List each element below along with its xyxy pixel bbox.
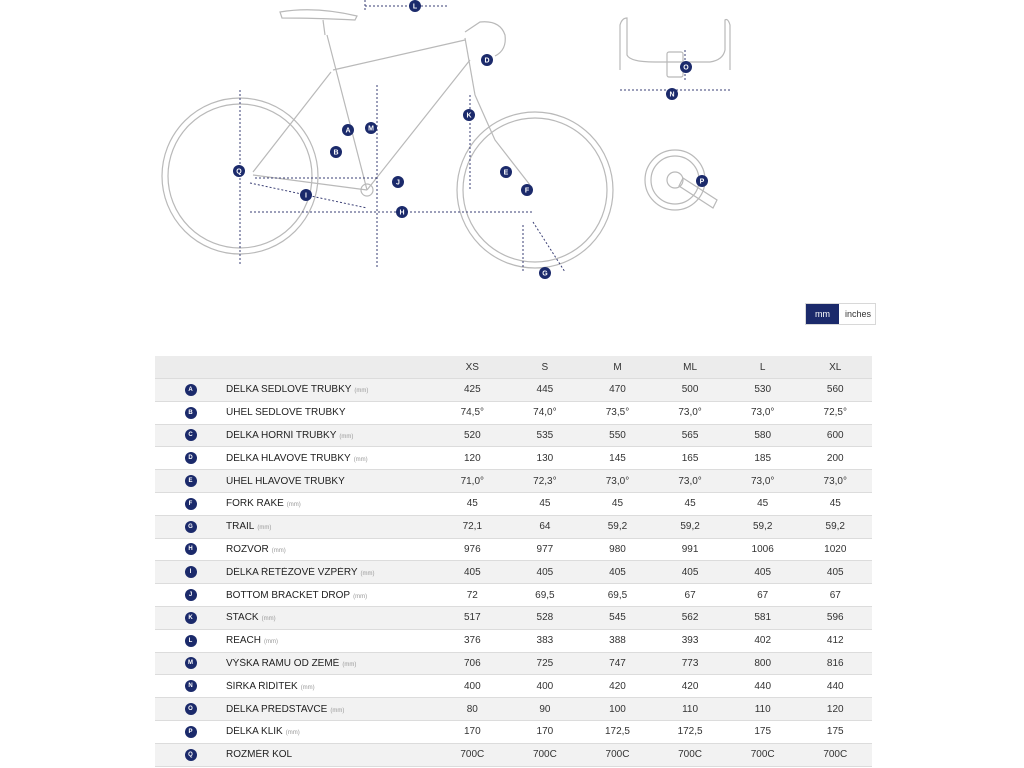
size-header-ml: ML [683,361,698,373]
size-header-m: M [613,361,622,373]
row-measurement-name [226,658,436,669]
badge-e [500,166,512,178]
row-value-cell: 67 [829,589,841,601]
row-value-cell: 59,2 [680,521,700,533]
row-value-cell: 73,0° [678,475,702,487]
row-unit-text: (mm) [360,570,375,577]
unit-toggle[interactable] [805,303,876,325]
row-badge-cell [155,384,226,396]
row-value-cell: 69,5 [607,589,628,601]
row-unit-text: (mm) [342,661,357,668]
row-value-cell: 69,5 [535,589,555,601]
row-unit-text: (mm) [271,547,286,554]
row-value-cell: 402 [754,635,772,647]
badge-p [696,175,708,187]
svg-text:B: B [333,149,339,157]
row-name-text: DÉLKA ŘETĚZOVÉ VZPĚRY [226,566,358,578]
row-value-cell: 59,2 [607,521,628,533]
row-value-cell: 700C [750,749,775,761]
row-unit-text: (mm) [300,684,315,691]
top-tube [333,40,465,70]
table-row [155,721,872,744]
row-value-cell: 747 [609,657,626,669]
row-value-cell: 565 [681,429,699,441]
front-wheel-inner [463,118,607,262]
row-value-cell: 74,5° [460,407,485,419]
row-value-cell: 64 [539,521,551,533]
row-value-cell: 45 [611,498,624,510]
svg-text:O: O [683,64,689,72]
row-badge-cell [155,521,226,533]
table-row [155,539,872,562]
row-unit-text: (mm) [286,502,301,509]
badge-a [342,124,354,136]
row-value-cell: 45 [684,498,696,510]
row-value-cell: 440 [826,680,844,692]
row-value-cell: 73,0° [605,475,630,487]
svg-text:G: G [542,270,548,278]
row-value-cell: 120 [826,703,844,715]
size-header-xs: XS [465,361,479,373]
row-letter-badge: G [185,521,197,533]
row-value-cell: 405 [609,566,626,578]
row-value-cell: 581 [754,612,772,624]
row-measurement-name [226,384,436,395]
row-name-text: ŠÍŘKA ŘÍDÍTEK [226,680,298,692]
row-value-cell: 530 [754,384,772,396]
table-header-row [155,356,872,379]
row-value-cell: 405 [536,566,554,578]
row-letter-badge: B [185,407,197,419]
row-value-cell: 500 [681,384,699,396]
row-value-cell: 425 [463,384,481,396]
row-measurement-name [226,635,436,646]
svg-text:M: M [368,125,374,133]
row-name-text: ROZMĚR KOL [226,749,293,761]
row-value-cell: 383 [536,635,554,647]
table-row [155,561,872,584]
svg-text:J: J [396,179,400,187]
table-body [155,379,872,767]
row-value-cell: 74,0° [533,407,557,419]
table-row [155,584,872,607]
row-measurement-name [226,544,436,555]
row-measurement-name [226,726,436,737]
badge-n [666,88,678,100]
row-value-cell: 980 [609,543,626,555]
svg-text:E: E [503,169,509,177]
row-value-cell: 560 [826,384,844,396]
row-value-cell: 445 [536,384,554,396]
row-name-text: DÉLKA KLIK [226,726,283,738]
row-badge-cell [155,680,226,692]
row-value-cell: 520 [463,429,481,441]
row-badge-cell [155,749,226,761]
row-value-cell: 73,0° [750,407,775,419]
row-value-cell: 45 [757,498,769,510]
row-letter-badge: C [185,429,197,441]
row-measurement-name [226,476,436,487]
row-letter-badge: D [185,452,197,464]
row-measurement-name [226,681,436,692]
row-value-cell: 72,3° [533,475,557,487]
row-value-cell: 90 [539,703,551,715]
size-header-s: S [541,361,549,373]
row-value-cell: 45 [829,498,841,510]
badge-d [481,54,493,66]
row-value-cell: 412 [826,635,844,647]
table-row [155,698,872,721]
row-value-cell: 700C [678,749,703,761]
row-badge-cell [155,657,226,669]
row-value-cell: 165 [681,452,699,464]
svg-text:I: I [305,192,307,200]
row-badge-cell [155,452,226,464]
row-value-cell: 73,0° [823,475,847,487]
row-badge-cell [155,566,226,578]
handlebar-inset [620,18,730,77]
row-name-text: ROZVOR [226,543,269,555]
row-value-cell: 517 [463,612,481,624]
row-value-cell: 420 [681,680,699,692]
row-name-text: DÉLKA PŘEDSTAVCE [226,703,328,715]
badge-l [409,0,421,12]
seat-post [323,20,325,35]
handlebar [465,22,505,56]
row-value-cell: 393 [681,635,699,647]
table-row [155,447,872,470]
row-measurement-name [226,590,436,601]
row-unit-text: (mm) [285,730,300,737]
row-name-text: DÉLKA SEDLOVÉ TRUBKY [226,384,352,396]
row-value-cell: 550 [609,429,626,441]
svg-text:K: K [466,112,472,120]
badge-j [392,176,404,188]
svg-text:A: A [345,127,351,135]
row-value-cell: 100 [609,703,626,715]
badge-m [365,122,377,134]
row-value-cell: 1006 [751,543,774,555]
table-row [155,630,872,653]
row-value-cell: 535 [536,429,554,441]
row-measurement-name [226,430,436,441]
row-badge-cell [155,475,226,487]
table-row [155,470,872,493]
row-badge-cell [155,703,226,715]
unit-mm-button[interactable]: mm [806,304,839,324]
row-unit-text: (mm) [339,433,354,440]
row-measurement-name [226,567,436,578]
row-value-cell: 470 [609,384,626,396]
row-badge-cell [155,612,226,624]
row-value-cell: 73,5° [605,407,630,419]
row-letter-badge: Q [185,749,197,761]
row-value-cell: 700C [605,749,630,761]
row-value-cell: 773 [681,657,699,669]
row-value-cell: 405 [754,566,772,578]
row-measurement-name [226,704,436,715]
row-unit-text: (mm) [330,707,345,714]
row-name-text: BOTTOM BRACKET DROP [226,589,351,601]
row-value-cell: 405 [463,566,481,578]
row-value-cell: 185 [754,452,772,464]
row-value-cell: 175 [754,726,772,738]
row-value-cell: 977 [536,543,554,555]
geometry-table [155,356,872,767]
svg-text:N: N [669,91,675,99]
row-value-cell: 816 [826,657,844,669]
row-badge-cell [155,407,226,419]
row-measurement-name [226,407,436,418]
table-row [155,653,872,676]
row-unit-text: (mm) [257,525,272,532]
badge-q [233,165,245,177]
svg-text:Q: Q [236,168,242,176]
down-tube [367,60,470,190]
row-measurement-name [226,453,436,464]
badge-h [396,206,408,218]
seat-tube [327,35,367,190]
row-value-cell: 80 [466,703,478,715]
geometry-diagram [155,0,872,330]
row-value-cell: 580 [754,429,772,441]
row-letter-badge: O [185,703,197,715]
row-badge-cell [155,543,226,555]
row-letter-badge: I [185,566,197,578]
row-measurement-name [226,521,436,532]
table-row [155,402,872,425]
size-header-l: L [759,361,766,373]
svg-text:P: P [699,178,705,186]
row-badge-cell [155,635,226,647]
svg-text:L: L [412,3,418,11]
row-letter-badge: E [185,475,197,487]
size-header-xl: XL [829,361,842,373]
row-value-cell: 71,0° [460,475,485,487]
row-letter-badge: P [185,726,197,738]
row-unit-text: (mm) [353,593,368,600]
seat-stay [253,72,331,172]
svg-text:F: F [524,187,530,195]
row-value-cell: 700C [532,749,557,761]
row-name-text: TRAIL [226,521,255,533]
badge-i [300,189,312,201]
badge-g [539,267,551,279]
row-letter-badge: N [185,680,197,692]
row-value-cell: 175 [826,726,844,738]
row-value-cell: 67 [684,589,696,601]
row-value-cell: 405 [826,566,844,578]
row-unit-text: (mm) [354,388,369,395]
row-value-cell: 170 [463,726,481,738]
saddle [280,10,357,20]
table-row [155,379,872,402]
row-value-cell: 706 [463,657,481,669]
svg-text:H: H [399,209,405,217]
row-value-cell: 800 [754,657,772,669]
table-row [155,744,872,767]
row-value-cell: 400 [463,680,481,692]
row-value-cell: 725 [536,657,554,669]
table-row [155,675,872,698]
row-name-text: FORK RAKE [226,498,284,510]
row-unit-text: (mm) [261,616,276,623]
row-value-cell: 73,0° [678,407,702,419]
row-letter-badge: M [185,657,197,669]
row-name-text: VÝŠKA RÁMU OD ZEMĚ [226,657,340,669]
row-value-cell: 700C [823,749,848,761]
row-value-cell: 120 [463,452,481,464]
row-value-cell: 700C [460,749,485,761]
row-letter-badge: J [185,589,197,601]
row-badge-cell [155,589,226,601]
row-name-text: DÉLKA HLAVOVÉ TRUBKY [226,452,351,464]
row-name-text: ÚHEL HLAVOVÉ TRUBKY [226,475,345,487]
row-value-cell: 145 [609,452,626,464]
row-value-cell: 1020 [824,543,847,555]
row-value-cell: 545 [609,612,626,624]
row-value-cell: 59,2 [825,521,845,533]
row-measurement-name [226,612,436,623]
row-value-cell: 130 [536,452,554,464]
row-letter-badge: L [185,635,197,647]
dimension-lines [240,0,730,272]
row-value-cell: 72,1 [462,521,483,533]
row-letter-badge: H [185,543,197,555]
table-row [155,493,872,516]
row-value-cell: 376 [463,635,481,647]
row-value-cell: 72,5° [823,407,847,419]
row-unit-text: (mm) [264,639,279,646]
row-letter-badge: F [185,498,197,510]
row-value-cell: 976 [463,543,481,555]
row-letter-badge: K [185,612,197,624]
badge-k [463,109,475,121]
row-value-cell: 72 [466,589,478,601]
unit-inches-button[interactable]: inches [839,304,875,324]
row-value-cell: 596 [826,612,844,624]
row-badge-cell [155,726,226,738]
badge-b [330,146,342,158]
row-value-cell: 200 [826,452,844,464]
row-value-cell: 440 [754,680,772,692]
front-wheel [457,112,613,268]
row-name-text: ÚHEL SEDLOVÉ TRUBKY [226,407,346,419]
row-badge-cell [155,498,226,510]
table-row [155,516,872,539]
row-value-cell: 172,5 [604,726,630,738]
table-row [155,425,872,448]
bike-drawing [162,10,613,268]
row-name-text: DÉLKA HORNÍ TRUBKY [226,429,337,441]
row-name-text: STACK [226,612,259,624]
row-measurement-name [226,749,436,760]
table-row [155,607,872,630]
row-unit-text: (mm) [353,456,368,463]
row-name-text: REACH [226,635,262,647]
row-value-cell: 73,0° [750,475,775,487]
row-value-cell: 45 [466,498,478,510]
row-value-cell: 528 [536,612,554,624]
row-value-cell: 420 [609,680,626,692]
row-value-cell: 562 [681,612,699,624]
badge-f [521,184,533,196]
row-value-cell: 400 [536,680,554,692]
badge-o [680,61,692,73]
row-value-cell: 110 [682,703,699,715]
row-value-cell: 170 [536,726,554,738]
row-value-cell: 388 [609,635,626,647]
row-value-cell: 67 [757,589,769,601]
row-badge-cell [155,429,226,441]
svg-text:D: D [484,57,490,65]
row-value-cell: 405 [681,566,699,578]
row-value-cell: 110 [754,703,771,715]
row-value-cell: 991 [681,543,699,555]
row-value-cell: 45 [539,498,551,510]
row-value-cell: 172,5 [677,726,703,738]
row-letter-badge: A [185,384,197,396]
head-tube [465,38,475,95]
row-value-cell: 600 [826,429,844,441]
row-value-cell: 59,2 [752,521,773,533]
row-measurement-name [226,498,436,509]
